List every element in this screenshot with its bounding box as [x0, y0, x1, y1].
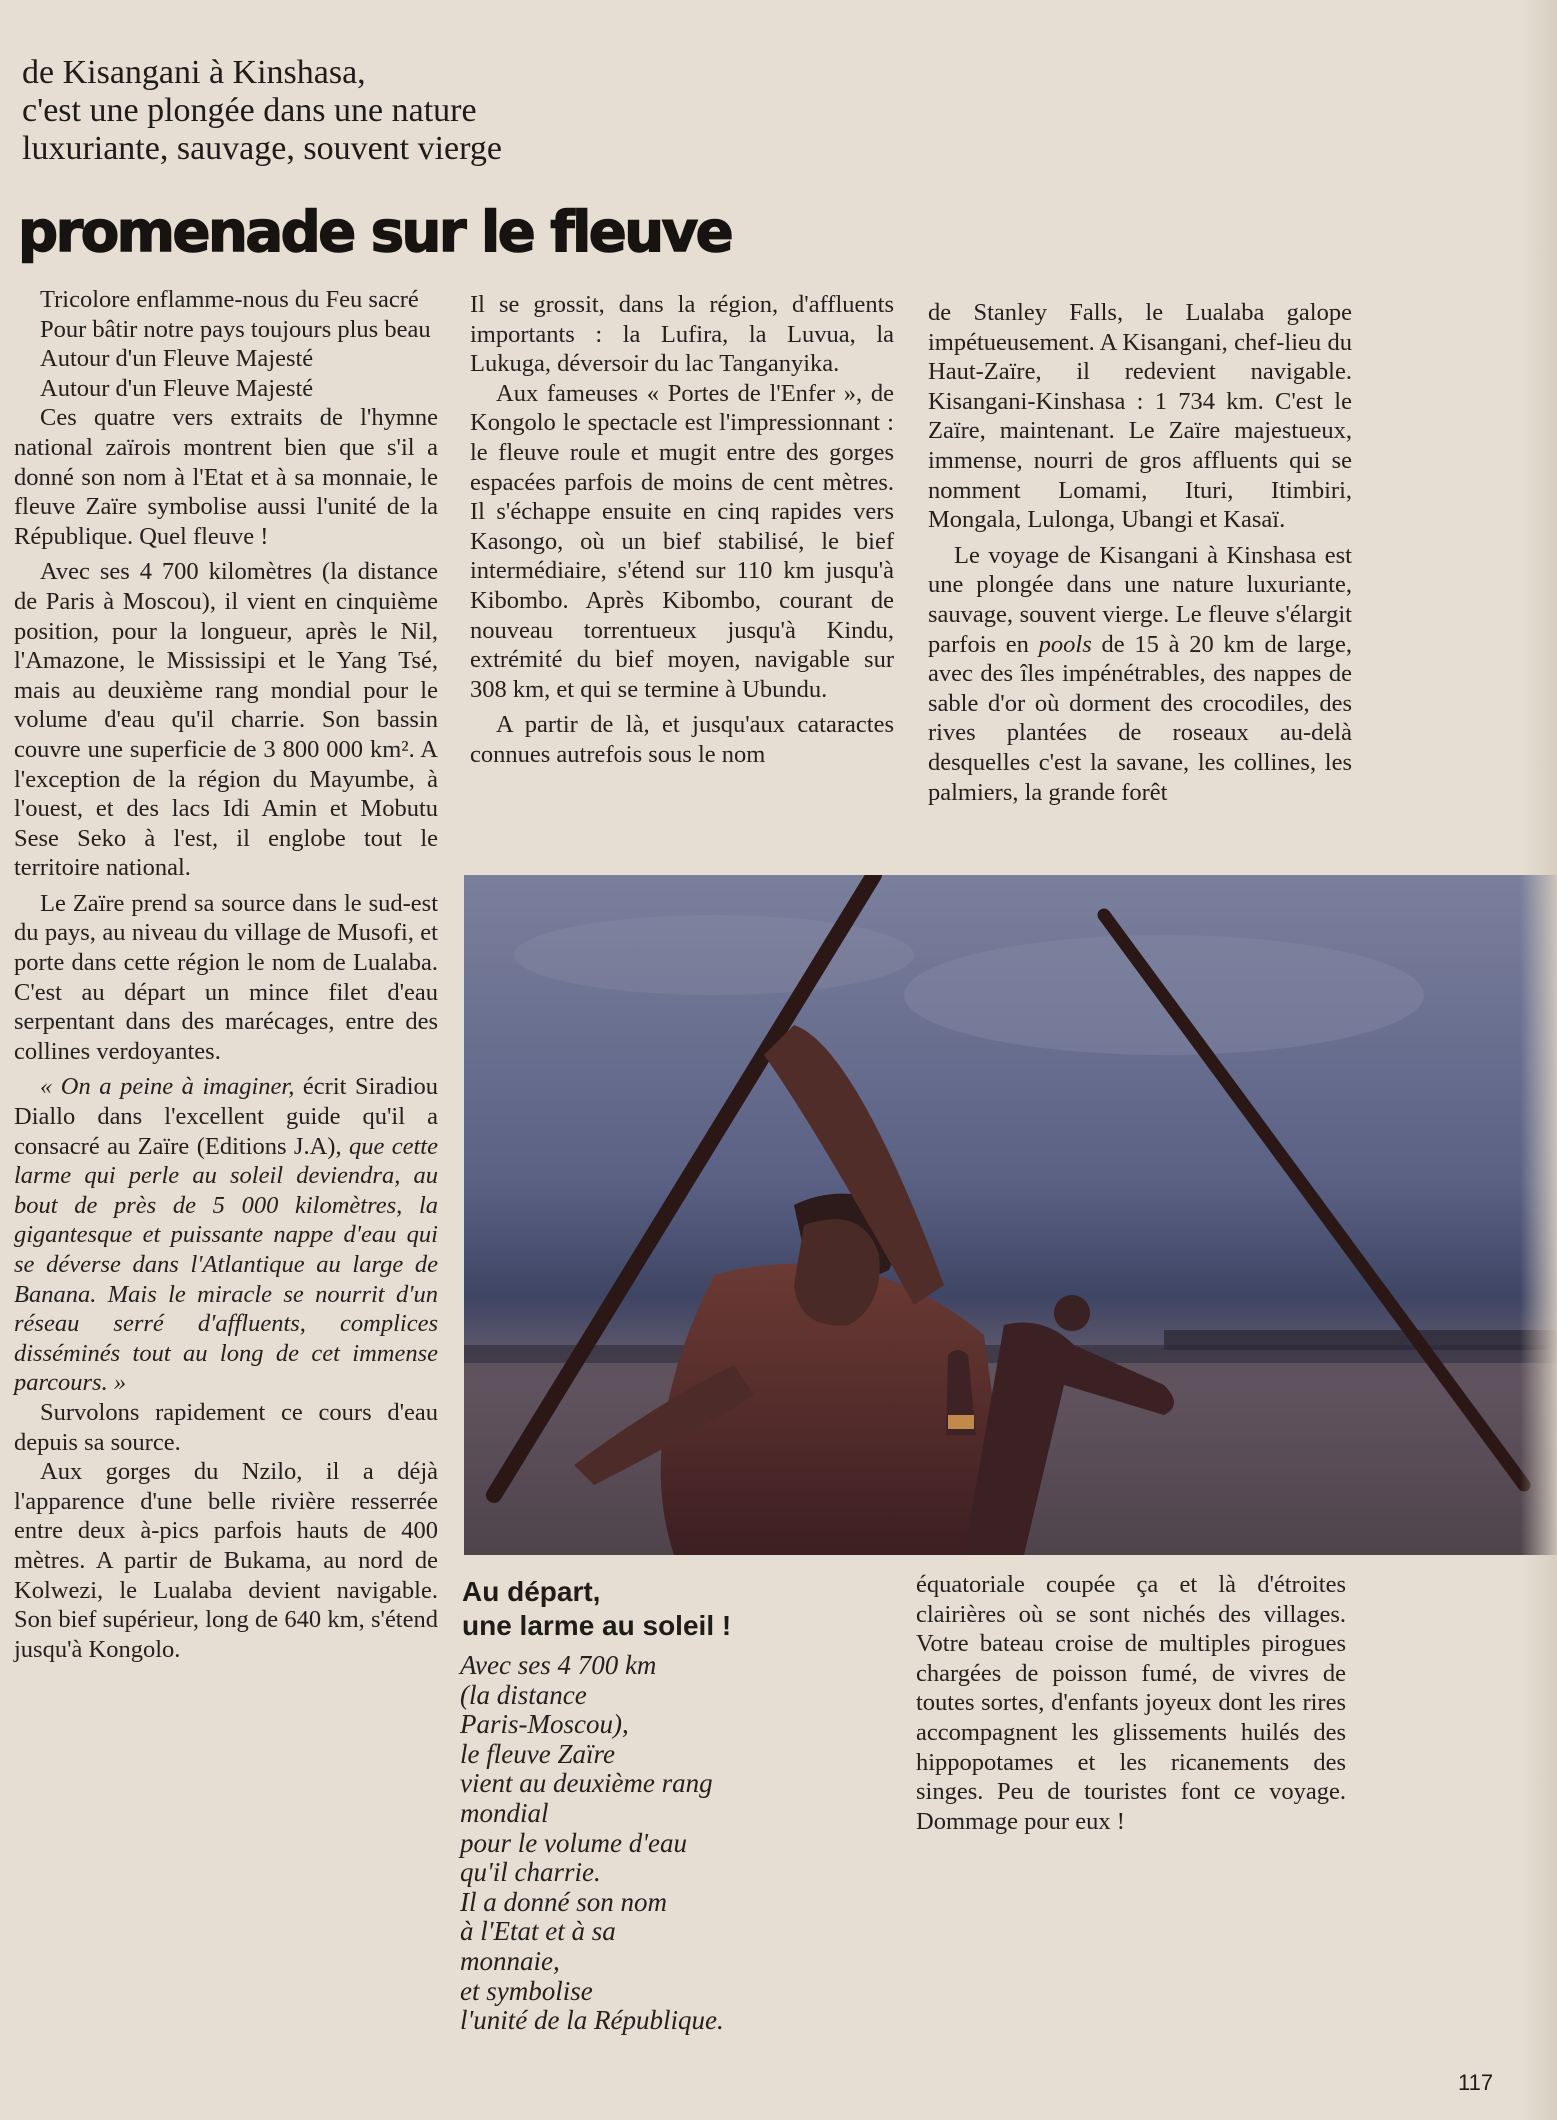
caption-title-line: Au départ, [462, 1576, 601, 1607]
italic-word: pools [1038, 630, 1092, 658]
photo-caption-body [460, 1651, 890, 2036]
caption-line: l'unité de la République. [460, 2005, 724, 2036]
anthem-verse: Pour bâtir notre pays toujours plus beau [40, 315, 431, 343]
article-column-2 [470, 290, 894, 770]
anthem-verse: Autour d'un Fleuve Majesté [40, 345, 314, 373]
photo-caption-title [462, 1575, 892, 1643]
quote-text: « On a peine à imaginer, [40, 1073, 295, 1101]
caption-line: à l'Etat et à sa [460, 1916, 616, 1947]
paragraph: Ces quatre vers extraits de l'hymne national zaïrois montrent bien que s'il a donné son nom à l'Etat et à sa monnaie, le fleuve Zaïre symbolise aussi l'unité de la République. Quel fleuve ! [14, 404, 438, 550]
paragraph: Aux gorges du Nzilo, il a déjà l'apparence d'une belle rivière resserrée entre deux à-pics parfois hauts de 400 mètres. A partir de Bukama, au nord de Kolwezi, le Lualaba devient navigable. Son bief supérieur, long de 640 km, s'étend jusqu'à Kongolo. [14, 1458, 438, 1663]
quote-attribution: écrit Siradiou Diallo dans l'excellent guide qu'il a consacré au Zaïre (Editions J.A), [14, 1073, 438, 1160]
caption-line: Paris-Moscou), [460, 1709, 629, 1740]
photo-illustration [464, 875, 1557, 1555]
caption-line: vient au deuxième rang [460, 1768, 713, 1799]
caption-line: monnaie, [460, 1945, 560, 1976]
anthem-verse: Tricolore enflamme-nous du Feu sacré [40, 286, 419, 313]
caption-line: pour le volume d'eau [460, 1827, 687, 1858]
intro-line: luxuriante, sauvage, souvent vierge [22, 130, 502, 167]
paragraph: équatoriale coupée ça et là d'étroites clairières où se sont nichés des villages. Votre bateau croise de multiples pirogues chargées de poisson fumé, de vivres de toutes sortes, d'enfants joyeux dont les rires accompagnent les glissements huilés des hippopotames et les ricanements des singes. Peu de touristes font ce voyage. Dommage pour eux ! [916, 1571, 1346, 1835]
page-edge-shadow [1520, 0, 1557, 2120]
caption-line: (la distance [460, 1679, 587, 1710]
caption-line: Avec ses 4 700 km [460, 1650, 657, 1680]
paragraph: Il se grossit, dans la région, d'affluents importants : la Lufira, la Luvua, la Lukuga, déversoir du lac Tanganyika. [470, 291, 894, 378]
anthem-verse: Autour d'un Fleuve Majesté [40, 374, 314, 402]
article-column-3-continued [916, 1570, 1346, 1836]
article-column-3 [928, 298, 1352, 807]
river-boatmen-photo [464, 875, 1557, 1555]
quote-text: que cette larme qui perle au soleil deviendra, au bout de près de 5 000 kilomètres, la gigantesque et puissante nappe d'eau qui se déverse dans l'Atlantique au large de Banana. Mais le miracle se nourrit d'un réseau serré d'affluents, complices disséminés tout au long de cet immense parcours. » [14, 1132, 438, 1397]
paragraph: A partir de là, et jusqu'aux cataractes connues autrefois sous le nom [470, 711, 894, 768]
intro-line: c'est une plongée dans une nature [22, 92, 477, 129]
paragraph: Le Zaïre prend sa source dans le sud-est du pays, au niveau du village de Musofi, et porte dans cette région le nom de Lualaba. C'est au départ un mince filet d'eau serpentant dans des marécages, entre des collines verdoyantes. [14, 889, 438, 1065]
intro-text [22, 54, 762, 168]
paragraph: Aux fameuses « Portes de l'Enfer », de Kongolo le spectacle est l'impressionnant : le fleuve roule et mugit entre des gorges espacées parfois de moins de cent mètres. Il s'échappe ensuite en cinq rapides vers Kasongo, où un bief stabilisé, le bief intermédiaire, s'étend sur 110 km jusqu'à Kibombo. Après Kibombo, courant de nouveau torrentueux jusqu'à Kindu, extrémité du bief moyen, navigable sur 308 km, et qui se termine à Ubundu. [470, 379, 894, 703]
paragraph-text: Le voyage de Kisangani à Kinshasa est une plongée dans une nature luxuriante, sauvage, souvent vierge. Le fleuve s'élargit parfois en [928, 541, 1352, 658]
paragraph-text: de 15 à 20 km de large, avec des îles impénétrables, des nappes de sable d'or où dorment des crocodiles, des rives plantées de roseaux au-delà desquelles c'est la savane, les collines, les palmiers, la grande forêt [928, 630, 1352, 806]
caption-line: mondial [460, 1797, 549, 1828]
paragraph [928, 541, 1352, 807]
paragraph: Survolons rapidement ce cours d'eau depuis sa source. [14, 1398, 438, 1456]
caption-line: le fleuve Zaïre [460, 1738, 615, 1769]
paragraph: de Stanley Falls, le Lualaba galope impétueusement. A Kisangani, chef-lieu du Haut-Zaïre, il redevient navigable. Kisangani-Kinshasa : 1 734 km. C'est le Zaïre, maintenant. Le Zaïre majestueux, immense, nourri de gros affluents qui se nomment Lomami, Ituri, Itimbiri, Mongala, Lulonga, Ubangi et Kasaï. [928, 299, 1352, 534]
article-headline: promenade sur le fleuve [18, 200, 732, 265]
caption-line: Il a donné son nom [460, 1886, 667, 1917]
caption-line: qu'il charrie. [460, 1857, 601, 1888]
intro-line: de Kisangani à Kinshasa, [22, 54, 366, 91]
article-column-1 [14, 285, 438, 1664]
caption-title-line: une larme au soleil ! [462, 1610, 732, 1641]
quote-paragraph [14, 1072, 438, 1398]
caption-line: et symbolise [460, 1975, 593, 2006]
paragraph: Avec ses 4 700 kilomètres (la distance de Paris à Moscou), il vient en cinquième position, pour la longueur, après le Nil, l'Amazone, le Mississipi et le Yang Tsé, mais au deuxième rang mondial pour le volume d'eau qu'il charrie. Son bassin couvre une superficie de 3 800 000 km². A l'exception de la région du Mayumbe, à l'ouest, et des lacs Idi Amin et Mobutu Sese Seko à l'est, il englobe tout le territoire national. [14, 558, 438, 882]
page-number: 117 [1458, 2070, 1494, 2095]
